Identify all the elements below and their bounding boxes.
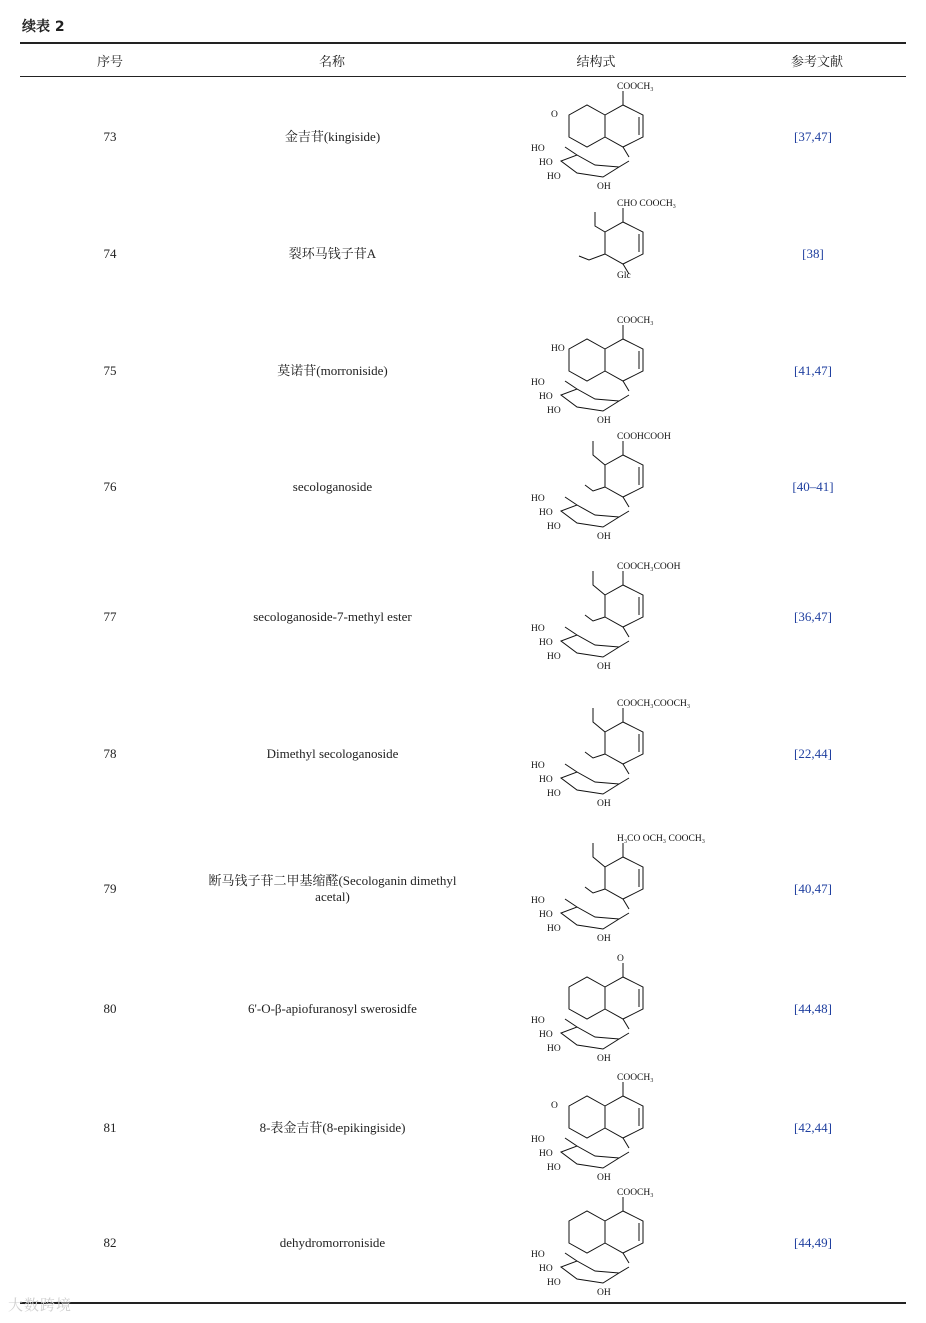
structure-label-ho: HO [531,1250,545,1260]
structure-label-left: HO [551,344,565,354]
structure-label-ho: HO [539,1030,553,1040]
table-row [0,1185,926,1301]
structure-label-oh: OH [597,662,611,672]
structure-cell [500,196,720,312]
structure-label-top: O [617,954,624,964]
reference-link[interactable]: [36,47] [794,609,832,624]
row-number: 79 [103,881,117,896]
structure-label-ho: HO [531,1135,545,1145]
row-number: 82 [103,1235,117,1250]
structure-label-ho: HO [547,1278,561,1288]
bottom-rule [20,1302,906,1304]
structure-label-ho: HO [539,1264,553,1274]
structure-label-ho: HO [531,896,545,906]
structure-label-top: COOCH₃COOH [617,562,681,572]
structure-label-ho: HO [547,1044,561,1054]
header-structure: 结构式 [576,55,616,70]
table-row [0,696,926,812]
structure-diagram [525,431,695,543]
structure-cell [500,79,720,195]
structure-label-ho: HO [531,761,545,771]
reference-link[interactable]: [38] [802,246,824,261]
structure-label-ho: HO [547,652,561,662]
reference-link[interactable]: [40,47] [794,881,832,896]
structure-label-top: H₃CO OCH₃ COOCH₃ [617,834,706,844]
compound-name: 莫诺苷(morroniside) [277,363,388,378]
structure-diagram [525,198,695,310]
table-row [0,429,926,545]
structure-label-top: COOCH₃ [617,82,654,92]
structure-cell [500,313,720,429]
structure-label-oh: OH [597,1054,611,1064]
structure-cell [500,696,720,812]
structure-label-ho: HO [539,1149,553,1159]
structure-label-ho: HO [547,522,561,532]
table-row [0,831,926,947]
structure-label-ho: HO [547,172,561,182]
structure-label-top: COOCH₃ [617,1188,654,1198]
structure-label-left: O [551,110,558,120]
compound-name: 断马钱子苷二甲基缩醛(Secologanin dimethyl acetal) [208,873,457,904]
row-number: 76 [103,479,117,494]
watermark: 大数跨境 [8,1296,73,1314]
structure-label-oh: OH [597,1173,611,1183]
structure-diagram [525,81,695,193]
structure-label-oh: OH [597,934,611,944]
table-caption: 续表 2 [22,19,65,35]
table-row [0,196,926,312]
row-number: 74 [103,246,117,261]
structure-cell [500,1070,720,1186]
header-name: 名称 [318,55,346,70]
structure-label-top: COOCH₃ [617,316,654,326]
structure-label-oh: OH [597,416,611,426]
structure-label-ho: HO [539,638,553,648]
row-number: 78 [103,746,117,761]
header-ref: 参考文献 [790,55,844,70]
structure-label-ho: HO [531,494,545,504]
structure-cell [500,559,720,675]
reference-link[interactable]: [37,47] [794,129,832,144]
structure-cell [500,831,720,947]
structure-cell [500,429,720,545]
reference-link[interactable]: [41,47] [794,363,832,378]
row-number: 75 [103,363,117,378]
structure-diagram [525,1072,695,1184]
structure-label-ho: HO [547,406,561,416]
structure-label-ho: HO [539,775,553,785]
reference-link[interactable]: [22,44] [794,746,832,761]
structure-diagram [525,953,695,1065]
table-row [0,79,926,195]
structure-label-ho: HO [539,392,553,402]
structure-label-top: COOHCOOH [617,432,671,442]
row-number: 77 [103,609,117,624]
structure-cell [500,951,720,1067]
compound-name: secologanoside-7-methyl ester [253,609,412,624]
row-number: 73 [103,129,117,144]
structure-label-oh: OH [597,182,611,192]
structure-label-ho: HO [539,910,553,920]
row-number: 80 [103,1001,117,1016]
reference-link[interactable]: [42,44] [794,1120,832,1135]
compound-name: dehydromorroniside [279,1235,386,1250]
structure-diagram [525,315,695,427]
top-rule [20,42,906,44]
structure-label-ho: HO [531,378,545,388]
compound-name: secologanoside [292,479,373,494]
row-number: 81 [103,1120,117,1135]
compound-name: 8-表金吉苷(8-epikingiside) [259,1120,406,1135]
table-row [0,313,926,429]
compound-name: 裂环马钱子苷A [288,246,377,261]
header-rule [20,76,906,77]
structure-label-ho: HO [539,158,553,168]
table-row [0,951,926,1067]
structure-diagram [525,698,695,810]
header-no: 序号 [96,55,124,70]
structure-label-top: CHO COOCH₃ [617,199,676,209]
table-row [0,559,926,675]
table-header [0,48,926,72]
structure-label-ho: HO [531,1016,545,1026]
structure-label-ho: HO [547,1163,561,1173]
structure-label-ho: HO [531,144,545,154]
structure-label-oh: OH [597,799,611,809]
compound-name: 6'-O-β-apiofuranosyl swerosidfe [248,1001,417,1016]
structure-label-bottom: Glc [617,271,631,281]
reference-link[interactable]: [44,49] [794,1235,832,1250]
structure-label-left: O [551,1101,558,1111]
reference-link[interactable]: [40–41] [792,479,834,494]
structure-label-ho: HO [531,624,545,634]
structure-label-oh: OH [597,532,611,542]
structure-label-ho: HO [539,508,553,518]
structure-label-top: COOCH₃ [617,1073,654,1083]
structure-cell [500,1185,720,1301]
structure-diagram [525,833,706,945]
compound-name: Dimethyl secologanoside [266,746,399,761]
compound-name: 金吉苷(kingiside) [284,129,381,144]
structure-label-oh: OH [597,1288,611,1298]
structure-diagram [525,1187,695,1299]
structure-diagram [525,561,695,673]
structure-label-ho: HO [547,924,561,934]
reference-link[interactable]: [44,48] [794,1001,832,1016]
structure-label-top: COOCH₃COOCH₃ [617,699,691,709]
table-row [0,1070,926,1186]
structure-label-ho: HO [547,789,561,799]
